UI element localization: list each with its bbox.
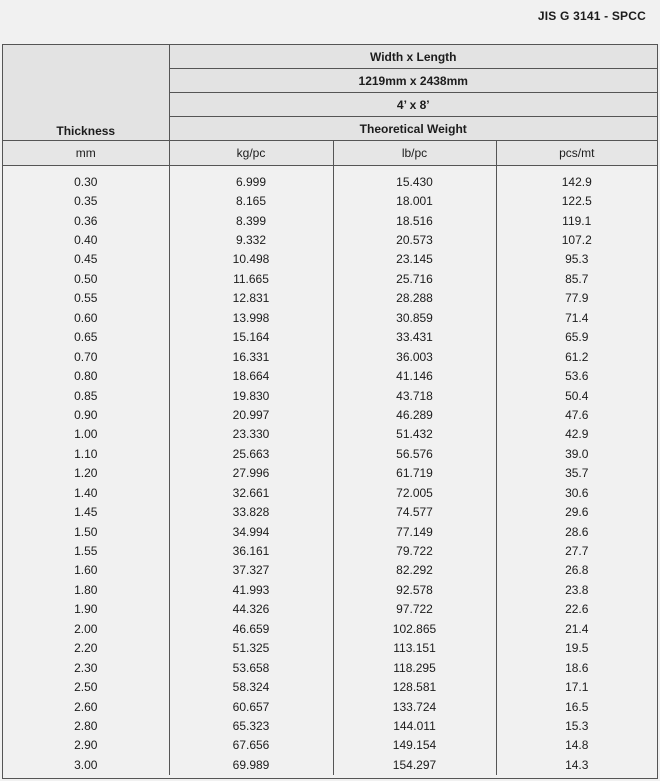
pcs-per-mt-cell: 29.6	[496, 502, 657, 521]
lb-per-pc-cell: 41.146	[333, 366, 496, 385]
lb-per-pc-cell: 113.151	[333, 639, 496, 658]
kg-per-pc-cell: 23.330	[169, 425, 333, 444]
table-row	[3, 166, 657, 192]
lb-per-pc-cell: 92.578	[333, 580, 496, 599]
pcs-per-mt-cell: 23.8	[496, 580, 657, 599]
thickness-cell: 2.90	[3, 736, 169, 755]
thickness-cell: 0.36	[3, 211, 169, 230]
thickness-cell: 0.45	[3, 250, 169, 269]
thickness-cell: 2.20	[3, 639, 169, 658]
thickness-cell: 0.60	[3, 308, 169, 327]
size-imperial-header: 4’ x 8’	[169, 93, 657, 117]
kg-per-pc-cell: 12.831	[169, 289, 333, 308]
pcs-per-mt-cell: 61.2	[496, 347, 657, 366]
weight-table	[3, 45, 657, 775]
thickness-cell: 0.30	[3, 166, 169, 192]
kg-per-pc-cell: 15.164	[169, 328, 333, 347]
size-header: Width x Length	[169, 45, 657, 69]
weight-header: Theoretical Weight	[169, 117, 657, 141]
lb-per-pc-cell: 61.719	[333, 464, 496, 483]
pcs-per-mt-cell: 42.9	[496, 425, 657, 444]
table-row	[3, 464, 657, 483]
thickness-cell: 0.90	[3, 405, 169, 424]
kg-per-pc-cell: 20.997	[169, 405, 333, 424]
lb-per-pc-cell: 20.573	[333, 230, 496, 249]
thickness-cell: 1.60	[3, 561, 169, 580]
size-metric-header: 1219mm x 2438mm	[169, 69, 657, 93]
lb-per-pc-cell: 144.011	[333, 716, 496, 735]
pcs-per-mt-cell: 28.6	[496, 522, 657, 541]
lb-per-pc-cell: 102.865	[333, 619, 496, 638]
kg-per-pc-cell: 44.326	[169, 600, 333, 619]
thickness-cell: 2.50	[3, 677, 169, 696]
table-row	[3, 308, 657, 327]
table-row	[3, 639, 657, 658]
thickness-cell: 1.00	[3, 425, 169, 444]
kg-per-pc-cell: 53.658	[169, 658, 333, 677]
lb-per-pc-cell: 56.576	[333, 444, 496, 463]
table-row	[3, 328, 657, 347]
table-body	[3, 166, 657, 775]
thickness-cell: 2.00	[3, 619, 169, 638]
thickness-cell: 3.00	[3, 755, 169, 774]
thickness-cell: 1.20	[3, 464, 169, 483]
thickness-cell: 0.35	[3, 191, 169, 210]
unit-mm: mm	[3, 141, 169, 166]
table-row	[3, 580, 657, 599]
pcs-per-mt-cell: 27.7	[496, 541, 657, 560]
table-row	[3, 600, 657, 619]
thickness-cell: 1.10	[3, 444, 169, 463]
kg-per-pc-cell: 58.324	[169, 677, 333, 696]
lb-per-pc-cell: 18.001	[333, 191, 496, 210]
table-row	[3, 677, 657, 696]
pcs-per-mt-cell: 18.6	[496, 658, 657, 677]
kg-per-pc-cell: 37.327	[169, 561, 333, 580]
table-row	[3, 366, 657, 385]
lb-per-pc-cell: 46.289	[333, 405, 496, 424]
lb-per-pc-cell: 149.154	[333, 736, 496, 755]
pcs-per-mt-cell: 142.9	[496, 166, 657, 192]
table-row	[3, 755, 657, 774]
pcs-per-mt-cell: 21.4	[496, 619, 657, 638]
pcs-per-mt-cell: 14.8	[496, 736, 657, 755]
pcs-per-mt-cell: 71.4	[496, 308, 657, 327]
lb-per-pc-cell: 97.722	[333, 600, 496, 619]
kg-per-pc-cell: 6.999	[169, 166, 333, 192]
lb-per-pc-cell: 18.516	[333, 211, 496, 230]
pcs-per-mt-cell: 26.8	[496, 561, 657, 580]
thickness-cell: 2.60	[3, 697, 169, 716]
thickness-cell: 0.40	[3, 230, 169, 249]
kg-per-pc-cell: 16.331	[169, 347, 333, 366]
pcs-per-mt-cell: 77.9	[496, 289, 657, 308]
lb-per-pc-cell: 72.005	[333, 483, 496, 502]
table-row	[3, 444, 657, 463]
kg-per-pc-cell: 19.830	[169, 386, 333, 405]
pcs-per-mt-cell: 50.4	[496, 386, 657, 405]
pcs-per-mt-cell: 122.5	[496, 191, 657, 210]
kg-per-pc-cell: 33.828	[169, 502, 333, 521]
lb-per-pc-cell: 154.297	[333, 755, 496, 774]
lb-per-pc-cell: 118.295	[333, 658, 496, 677]
lb-per-pc-cell: 43.718	[333, 386, 496, 405]
kg-per-pc-cell: 67.656	[169, 736, 333, 755]
pcs-per-mt-cell: 14.3	[496, 755, 657, 774]
unit-kg-per-pc: kg/pc	[169, 141, 333, 166]
kg-per-pc-cell: 65.323	[169, 716, 333, 735]
thickness-cell: 0.50	[3, 269, 169, 288]
thickness-cell: 2.30	[3, 658, 169, 677]
kg-per-pc-cell: 36.161	[169, 541, 333, 560]
kg-per-pc-cell: 34.994	[169, 522, 333, 541]
thickness-cell: 0.65	[3, 328, 169, 347]
kg-per-pc-cell: 25.663	[169, 444, 333, 463]
pcs-per-mt-cell: 53.6	[496, 366, 657, 385]
lb-per-pc-cell: 15.430	[333, 166, 496, 192]
kg-per-pc-cell: 13.998	[169, 308, 333, 327]
kg-per-pc-cell: 9.332	[169, 230, 333, 249]
lb-per-pc-cell: 30.859	[333, 308, 496, 327]
pcs-per-mt-cell: 39.0	[496, 444, 657, 463]
thickness-header: Thickness	[3, 45, 169, 141]
pcs-per-mt-cell: 119.1	[496, 211, 657, 230]
lb-per-pc-cell: 133.724	[333, 697, 496, 716]
table-row	[3, 211, 657, 230]
standard-code: JIS G 3141 - SPCC	[537, 9, 646, 23]
thickness-cell: 1.80	[3, 580, 169, 599]
unit-lb-per-pc: lb/pc	[333, 141, 496, 166]
pcs-per-mt-cell: 95.3	[496, 250, 657, 269]
pcs-per-mt-cell: 19.5	[496, 639, 657, 658]
pcs-per-mt-cell: 35.7	[496, 464, 657, 483]
pcs-per-mt-cell: 107.2	[496, 230, 657, 249]
lb-per-pc-cell: 128.581	[333, 677, 496, 696]
kg-per-pc-cell: 69.989	[169, 755, 333, 774]
lb-per-pc-cell: 36.003	[333, 347, 496, 366]
pcs-per-mt-cell: 47.6	[496, 405, 657, 424]
kg-per-pc-cell: 27.996	[169, 464, 333, 483]
pcs-per-mt-cell: 16.5	[496, 697, 657, 716]
kg-per-pc-cell: 60.657	[169, 697, 333, 716]
table-row	[3, 386, 657, 405]
pcs-per-mt-cell: 22.6	[496, 600, 657, 619]
lb-per-pc-cell: 23.145	[333, 250, 496, 269]
pcs-per-mt-cell: 17.1	[496, 677, 657, 696]
thickness-cell: 1.90	[3, 600, 169, 619]
kg-per-pc-cell: 51.325	[169, 639, 333, 658]
kg-per-pc-cell: 46.659	[169, 619, 333, 638]
table-row	[3, 405, 657, 424]
unit-pcs-per-mt: pcs/mt	[496, 141, 657, 166]
table-row	[3, 191, 657, 210]
pcs-per-mt-cell: 15.3	[496, 716, 657, 735]
kg-per-pc-cell: 8.165	[169, 191, 333, 210]
pcs-per-mt-cell: 65.9	[496, 328, 657, 347]
table-row	[3, 541, 657, 560]
lb-per-pc-cell: 51.432	[333, 425, 496, 444]
thickness-cell: 1.50	[3, 522, 169, 541]
table-row	[3, 658, 657, 677]
table-row	[3, 483, 657, 502]
kg-per-pc-cell: 10.498	[169, 250, 333, 269]
thickness-cell: 0.70	[3, 347, 169, 366]
thickness-cell: 0.55	[3, 289, 169, 308]
lb-per-pc-cell: 77.149	[333, 522, 496, 541]
pcs-per-mt-cell: 85.7	[496, 269, 657, 288]
kg-per-pc-cell: 11.665	[169, 269, 333, 288]
table-row	[3, 269, 657, 288]
table-row	[3, 289, 657, 308]
thickness-cell: 0.80	[3, 366, 169, 385]
thickness-cell: 1.45	[3, 502, 169, 521]
table-row	[3, 425, 657, 444]
kg-per-pc-cell: 8.399	[169, 211, 333, 230]
thickness-cell: 2.80	[3, 716, 169, 735]
kg-per-pc-cell: 18.664	[169, 366, 333, 385]
table-row	[3, 697, 657, 716]
table-row	[3, 736, 657, 755]
table-row	[3, 502, 657, 521]
table-row	[3, 522, 657, 541]
lb-per-pc-cell: 25.716	[333, 269, 496, 288]
table-row	[3, 230, 657, 249]
lb-per-pc-cell: 33.431	[333, 328, 496, 347]
table-row	[3, 619, 657, 638]
thickness-cell: 1.40	[3, 483, 169, 502]
thickness-cell: 0.85	[3, 386, 169, 405]
table-row	[3, 347, 657, 366]
table-row	[3, 250, 657, 269]
table-row	[3, 716, 657, 735]
weight-sheet	[2, 44, 658, 779]
table-row	[3, 561, 657, 580]
kg-per-pc-cell: 41.993	[169, 580, 333, 599]
lb-per-pc-cell: 82.292	[333, 561, 496, 580]
lb-per-pc-cell: 79.722	[333, 541, 496, 560]
lb-per-pc-cell: 74.577	[333, 502, 496, 521]
kg-per-pc-cell: 32.661	[169, 483, 333, 502]
lb-per-pc-cell: 28.288	[333, 289, 496, 308]
thickness-cell: 1.55	[3, 541, 169, 560]
pcs-per-mt-cell: 30.6	[496, 483, 657, 502]
